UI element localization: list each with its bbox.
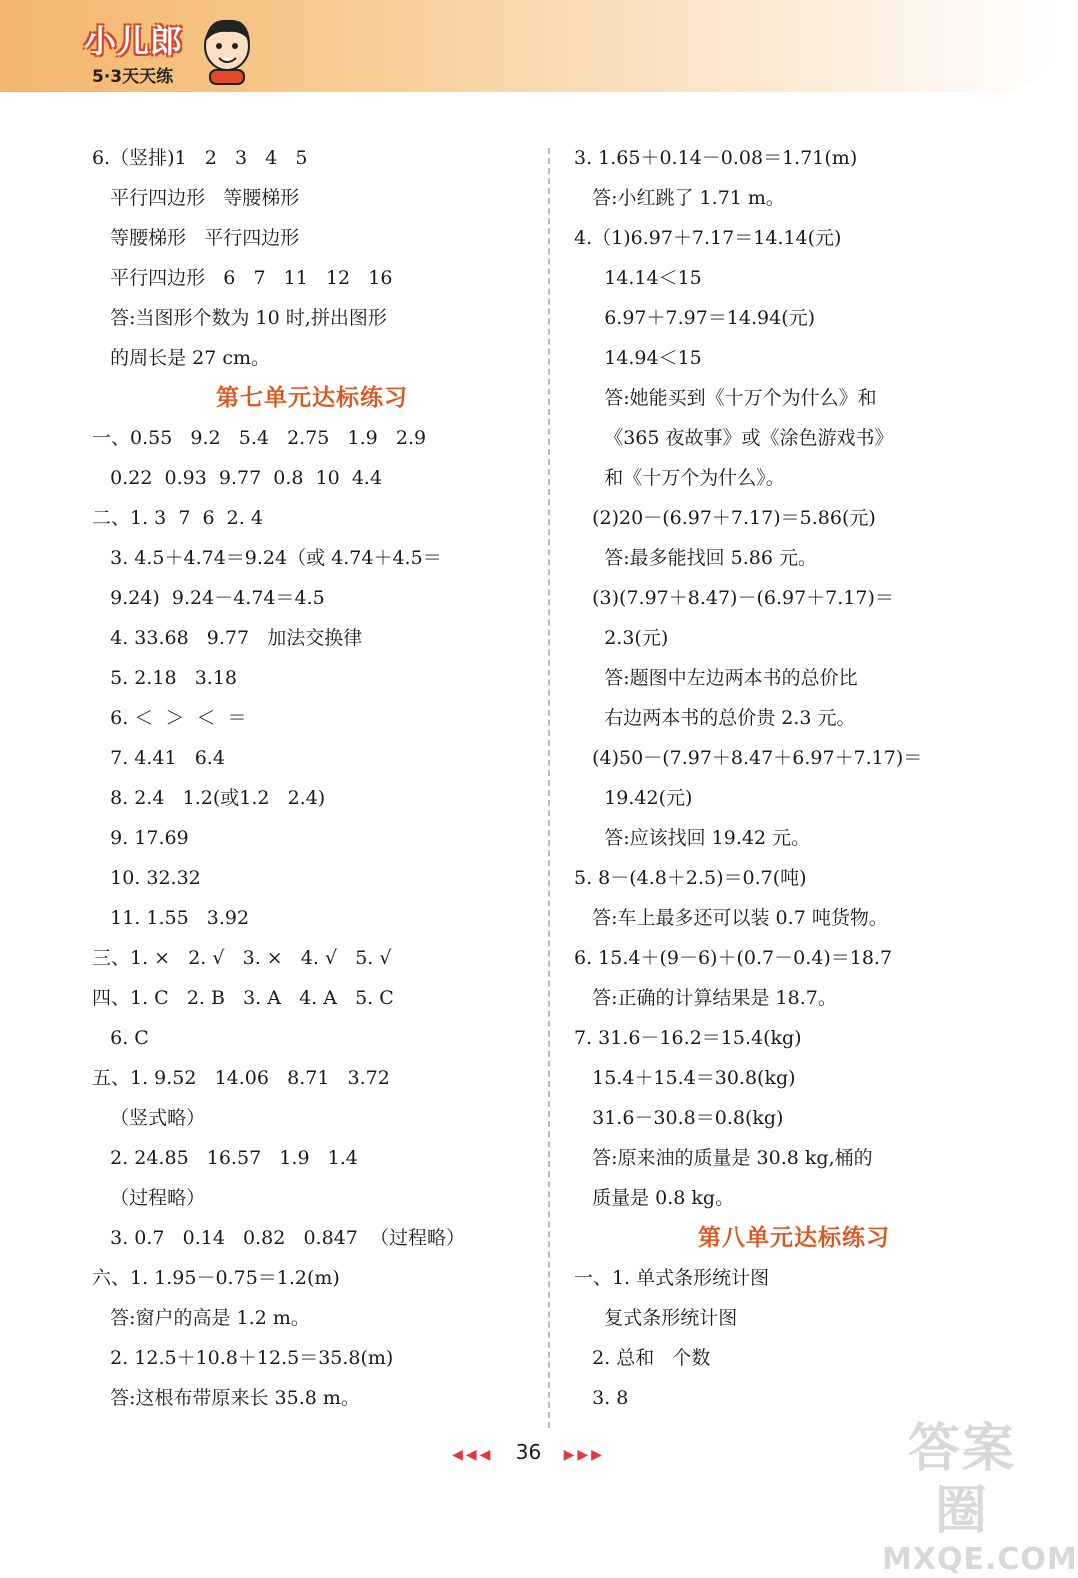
- answer-line: 答:应该找回 19.42 元。: [574, 827, 811, 849]
- answer-line: 答:最多能找回 5.86 元。: [574, 547, 817, 569]
- answer-line: 等腰梯形 平行四边形: [92, 227, 300, 249]
- answer-line: 平行四边形 6 7 11 12 16: [92, 267, 393, 289]
- answer-line: (3)(7.97＋8.47)－(6.97＋7.17)＝: [574, 587, 894, 609]
- answer-line: 答:车上最多还可以装 0.7 吨货物。: [574, 907, 888, 929]
- answer-line: 3. 1.65＋0.14－0.08＝1.71(m): [574, 147, 858, 169]
- answer-line: 答:原来油的质量是 30.8 kg,桶的: [574, 1147, 873, 1169]
- answer-line: 6. 15.4＋(9－6)＋(0.7－0.4)＝18.7: [574, 947, 893, 969]
- answer-line: 4. 33.68 9.77 加法交换律: [92, 627, 363, 649]
- answer-line: 答:题图中左边两本书的总价比: [574, 667, 858, 689]
- answer-line: 2.3(元): [574, 627, 669, 649]
- section-heading: 第七单元达标练习: [216, 385, 408, 411]
- answer-line: 答:她能买到《十万个为什么》和: [574, 387, 877, 409]
- answer-line: 6. ＜ ＞ ＜ ＝: [92, 707, 247, 729]
- answer-line: 质量是 0.8 kg。: [574, 1187, 735, 1209]
- answer-line: 一、1. 单式条形统计图: [574, 1267, 770, 1289]
- answer-line: 6. C: [92, 1027, 149, 1049]
- left-column: [92, 138, 532, 1418]
- answer-line: 二、1. 3 7 6 2. 4: [92, 507, 263, 529]
- answer-line: 和《十万个为什么》。: [574, 467, 785, 489]
- section-heading: 第八单元达标练习: [698, 1225, 890, 1251]
- answer-line: 0.22 0.93 9.77 0.8 10 4.4: [92, 467, 383, 489]
- answer-line: 答:窗户的高是 1.2 m。: [92, 1307, 310, 1329]
- answer-line: 3. 4.5＋4.74＝9.24（或 4.74＋4.5＝: [92, 547, 442, 569]
- answer-line: 2. 12.5＋10.8＋12.5＝35.8(m): [92, 1347, 394, 1369]
- answer-line: (4)50－(7.97＋8.47＋6.97＋7.17)＝: [574, 747, 923, 769]
- answer-line: 6.（竖排)1 2 3 4 5: [92, 147, 308, 169]
- brand-logo: 小儿郎: [84, 22, 184, 60]
- answer-line: (2)20－(6.97＋7.17)＝5.86(元): [574, 507, 876, 529]
- answer-line: 3. 0.7 0.14 0.82 0.847 （过程略）: [92, 1227, 465, 1249]
- watermark-bottom: MXQE.COM: [882, 1542, 1078, 1577]
- right-column: [574, 138, 1014, 1418]
- answer-line: 9.24) 9.24－4.74＝4.5: [92, 587, 325, 609]
- watermark: [882, 1418, 1078, 1577]
- answer-line: 15.4＋15.4＝30.8(kg): [574, 1067, 796, 1089]
- mascot-icon: [196, 12, 258, 86]
- answer-line: 答:小红跳了 1.71 m。: [574, 187, 785, 209]
- answer-line: 2. 24.85 16.57 1.9 1.4: [92, 1147, 358, 1169]
- answer-line: 5. 2.18 3.18: [92, 667, 238, 689]
- answer-line: 答:当图形个数为 10 时,拼出图形: [92, 307, 387, 329]
- answer-line: 的周长是 27 cm。: [92, 347, 271, 369]
- answer-line: 复式条形统计图: [574, 1307, 738, 1329]
- answer-line: 31.6－30.8＝0.8(kg): [574, 1107, 784, 1129]
- answer-line: 三、1. × 2. √ 3. × 4. √ 5. √: [92, 947, 392, 969]
- answer-line: 10. 32.32: [92, 867, 201, 889]
- answer-line: 19.42(元): [574, 787, 693, 809]
- answer-line: 五、1. 9.52 14.06 8.71 3.72: [92, 1067, 390, 1089]
- answer-line: 《365 夜故事》或《涂色游戏书》: [574, 427, 894, 449]
- answer-line: 8. 2.4 1.2(或1.2 2.4): [92, 787, 326, 809]
- sub-brand: 5·3天天练: [92, 67, 174, 87]
- next-arrows-icon: ▶▶▶: [563, 1447, 605, 1463]
- answer-line: 答:正确的计算结果是 18.7。: [574, 987, 837, 1009]
- answer-line: （过程略）: [92, 1187, 206, 1209]
- prev-arrows-icon: ◀◀◀: [452, 1447, 494, 1463]
- answer-line: （竖式略）: [92, 1107, 206, 1129]
- answer-line: 四、1. C 2. B 3. A 4. A 5. C: [92, 987, 394, 1009]
- answer-line: 14.14＜15: [574, 267, 702, 289]
- answer-line: 平行四边形 等腰梯形: [92, 187, 300, 209]
- answer-line: 6.97＋7.97＝14.94(元): [574, 307, 816, 329]
- answer-line: 7. 31.6－16.2＝15.4(kg): [574, 1027, 802, 1049]
- answer-line: 5. 8－(4.8＋2.5)＝0.7(吨): [574, 867, 807, 889]
- answer-line: 3. 8: [574, 1387, 629, 1409]
- answer-line: 六、1. 1.95－0.75＝1.2(m): [92, 1267, 340, 1289]
- answer-line: 右边两本书的总价贵 2.3 元。: [574, 707, 856, 729]
- watermark-top: 答案圈: [907, 1419, 1016, 1541]
- answer-line: 一、0.55 9.2 5.4 2.75 1.9 2.9: [92, 427, 427, 449]
- answer-line: 2. 总和 个数: [574, 1347, 711, 1369]
- answer-line: 9. 17.69: [92, 827, 189, 849]
- answer-line: 7. 4.41 6.4: [92, 747, 225, 769]
- column-divider: [548, 148, 550, 1428]
- page-number: 36: [515, 1440, 542, 1464]
- answer-line: 4.（1)6.97＋7.17＝14.14(元): [574, 227, 842, 249]
- answer-line: 答:这根布带原来长 35.8 m。: [92, 1387, 360, 1409]
- answer-line: 14.94＜15: [574, 347, 702, 369]
- answer-line: 11. 1.55 3.92: [92, 907, 250, 929]
